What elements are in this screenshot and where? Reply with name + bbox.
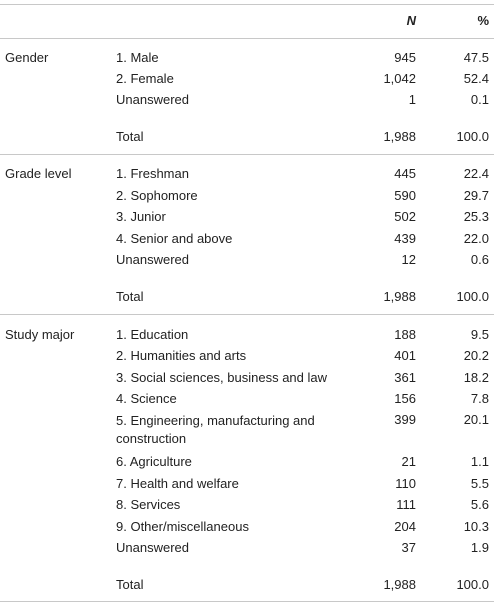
total-n: 1,988 [383, 289, 416, 304]
top-rule [0, 4, 494, 5]
row-label: 2. Sophomore [116, 188, 198, 203]
row-n: 111 [396, 497, 416, 512]
row-percent: 1.1 [470, 454, 489, 469]
total-percent: 100.0 [456, 129, 489, 144]
total-percent: 100.0 [456, 289, 489, 304]
row-n: 945 [394, 50, 416, 65]
row-percent: 22.0 [463, 231, 489, 246]
total-percent: 100.0 [456, 577, 489, 592]
row-label: 1. Freshman [116, 166, 189, 181]
row-n: 204 [394, 519, 416, 534]
row-label: 9. Other/miscellaneous [116, 519, 249, 534]
row-label: Unanswered [116, 252, 189, 267]
row-percent: 10.3 [463, 519, 489, 534]
row-label: 1. Male [116, 50, 159, 65]
row-label: 3. Junior [116, 209, 166, 224]
total-n: 1,988 [383, 577, 416, 592]
row-label: 4. Science [116, 391, 177, 406]
row-label: 2. Female [116, 71, 174, 86]
section-label-study-major: Study major [5, 327, 75, 342]
total-label: Total [116, 129, 144, 144]
row-percent: 1.9 [470, 540, 489, 555]
section-rule [0, 154, 494, 155]
row-label: 3. Social sciences, business and law [116, 370, 328, 385]
header-percent: % [477, 13, 489, 28]
row-n: 590 [394, 188, 416, 203]
row-n: 399 [394, 412, 416, 427]
row-percent: 0.6 [470, 252, 489, 267]
row-label: 1. Education [116, 327, 189, 342]
row-percent: 20.2 [463, 348, 489, 363]
row-n: 361 [394, 370, 416, 385]
row-percent: 7.8 [470, 391, 489, 406]
section-label-gender: Gender [5, 50, 49, 65]
row-percent: 18.2 [463, 370, 489, 385]
row-n: 21 [401, 454, 416, 469]
row-percent: 0.1 [470, 92, 489, 107]
row-label: 6. Agriculture [116, 454, 192, 469]
row-percent: 22.4 [463, 166, 489, 181]
row-label: 7. Health and welfare [116, 476, 239, 491]
row-label: Unanswered [116, 540, 189, 555]
row-percent: 25.3 [463, 209, 489, 224]
row-percent: 9.5 [470, 327, 489, 342]
row-percent: 5.6 [470, 497, 489, 512]
row-label: 8. Services [116, 497, 181, 512]
row-n: 439 [394, 231, 416, 246]
row-label: 4. Senior and above [116, 231, 233, 246]
row-n: 1 [408, 92, 416, 107]
total-label: Total [116, 289, 144, 304]
row-percent: 52.4 [463, 71, 489, 86]
row-label: 2. Humanities and arts [116, 348, 247, 363]
row-percent: 29.7 [463, 188, 489, 203]
row-n: 401 [394, 348, 416, 363]
section-rule [0, 314, 494, 315]
row-percent: 20.1 [463, 412, 489, 427]
header-rule [0, 38, 494, 39]
row-label: 5. Engineering, manufacturing and construction [116, 413, 315, 446]
row-n: 12 [401, 252, 416, 267]
row-label: Unanswered [116, 92, 189, 107]
row-percent: 5.5 [470, 476, 489, 491]
row-n: 502 [394, 209, 416, 224]
row-n: 1,042 [383, 71, 416, 86]
section-label-grade-level: Grade level [5, 166, 72, 181]
total-label: Total [116, 577, 144, 592]
row-n: 110 [395, 476, 416, 491]
row-n: 156 [394, 391, 416, 406]
bottom-rule [0, 601, 494, 602]
header-n: N [406, 13, 416, 28]
total-n: 1,988 [383, 129, 416, 144]
row-n: 445 [394, 166, 416, 181]
row-n: 188 [394, 327, 416, 342]
row-n: 37 [401, 540, 416, 555]
row-percent: 47.5 [463, 50, 489, 65]
